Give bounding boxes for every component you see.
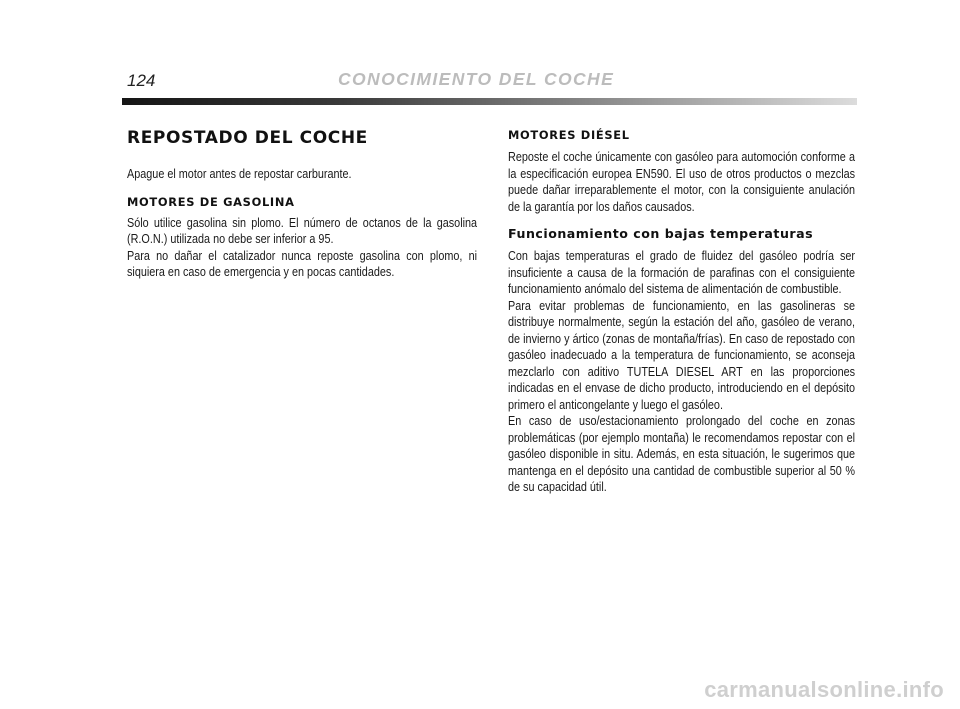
- right-column: [508, 126, 855, 496]
- cold-paragraph-1: Con bajas temperaturas el grado de fluidez del gasóleo podría ser insuficiente a causa de la formación de parafinas con el consiguiente funcionamiento anómalo del sistema de alimentación de combustible.: [508, 249, 856, 296]
- watermark: carmanualsonline.info: [704, 677, 944, 702]
- cold-paragraph-3: En caso de uso/estacionamiento prolongado del coche en zonas problemáticas (por ejemplo montaña) le recomendamos repostar con el gasóleo disponible in situ. Además, en esta situación, le sugerimos que mantenga en el depósito una cantidad de combustible superior al 50 % de su capacidad útil.: [508, 414, 856, 494]
- gasoline-paragraph-1: Sólo utilice gasolina sin plomo. El número de octanos de la gasolina (R.O.N.) utilizada no debe ser inferior a 95.: [127, 215, 478, 246]
- cold-temperatures-heading: Funcionamiento con bajas temperaturas: [508, 226, 814, 241]
- diesel-paragraph: Reposte el coche únicamente con gasóleo para automoción conforme a la especificación europea EN590. El uso de otros productos o mezclas puede dañar irreparablemente el motor, con la consiguiente anulación de la garantía por los daños causados.: [508, 150, 856, 214]
- diesel-heading: MOTORES DIÉSEL: [508, 128, 630, 142]
- intro-text: Apague el motor antes de repostar carburante.: [127, 167, 352, 181]
- gasoline-heading: MOTORES DE GASOLINA: [127, 194, 295, 209]
- gasoline-paragraph-2: Para no dañar el catalizador nunca reposte gasolina con plomo, ni siquiera en caso de emergencia y en pocas cantidades.: [127, 248, 478, 279]
- page-number: 124: [127, 71, 156, 90]
- cold-paragraph-2: Para evitar problemas de funcionamiento, en las gasolineras se distribuye normalmente, según la estación del año, gasóleo de verano, de invierno y ártico (zonas de montaña/frías). En caso de repostado con gasóleo inadecuado a la temperatura de funcionamiento, se aconseja mezclarlo con aditivo TUTELA DIESEL ART en las proporciones indicadas en el envase de dicho producto, introduciendo en el depósito primero el anticongelante y luego el gasóleo.: [508, 298, 856, 412]
- left-column: [127, 126, 477, 281]
- section-title: REPOSTADO DEL COCHE: [127, 128, 368, 148]
- header-rule: [122, 98, 857, 105]
- running-title: CONOCIMIENTO DEL COCHE: [338, 69, 615, 89]
